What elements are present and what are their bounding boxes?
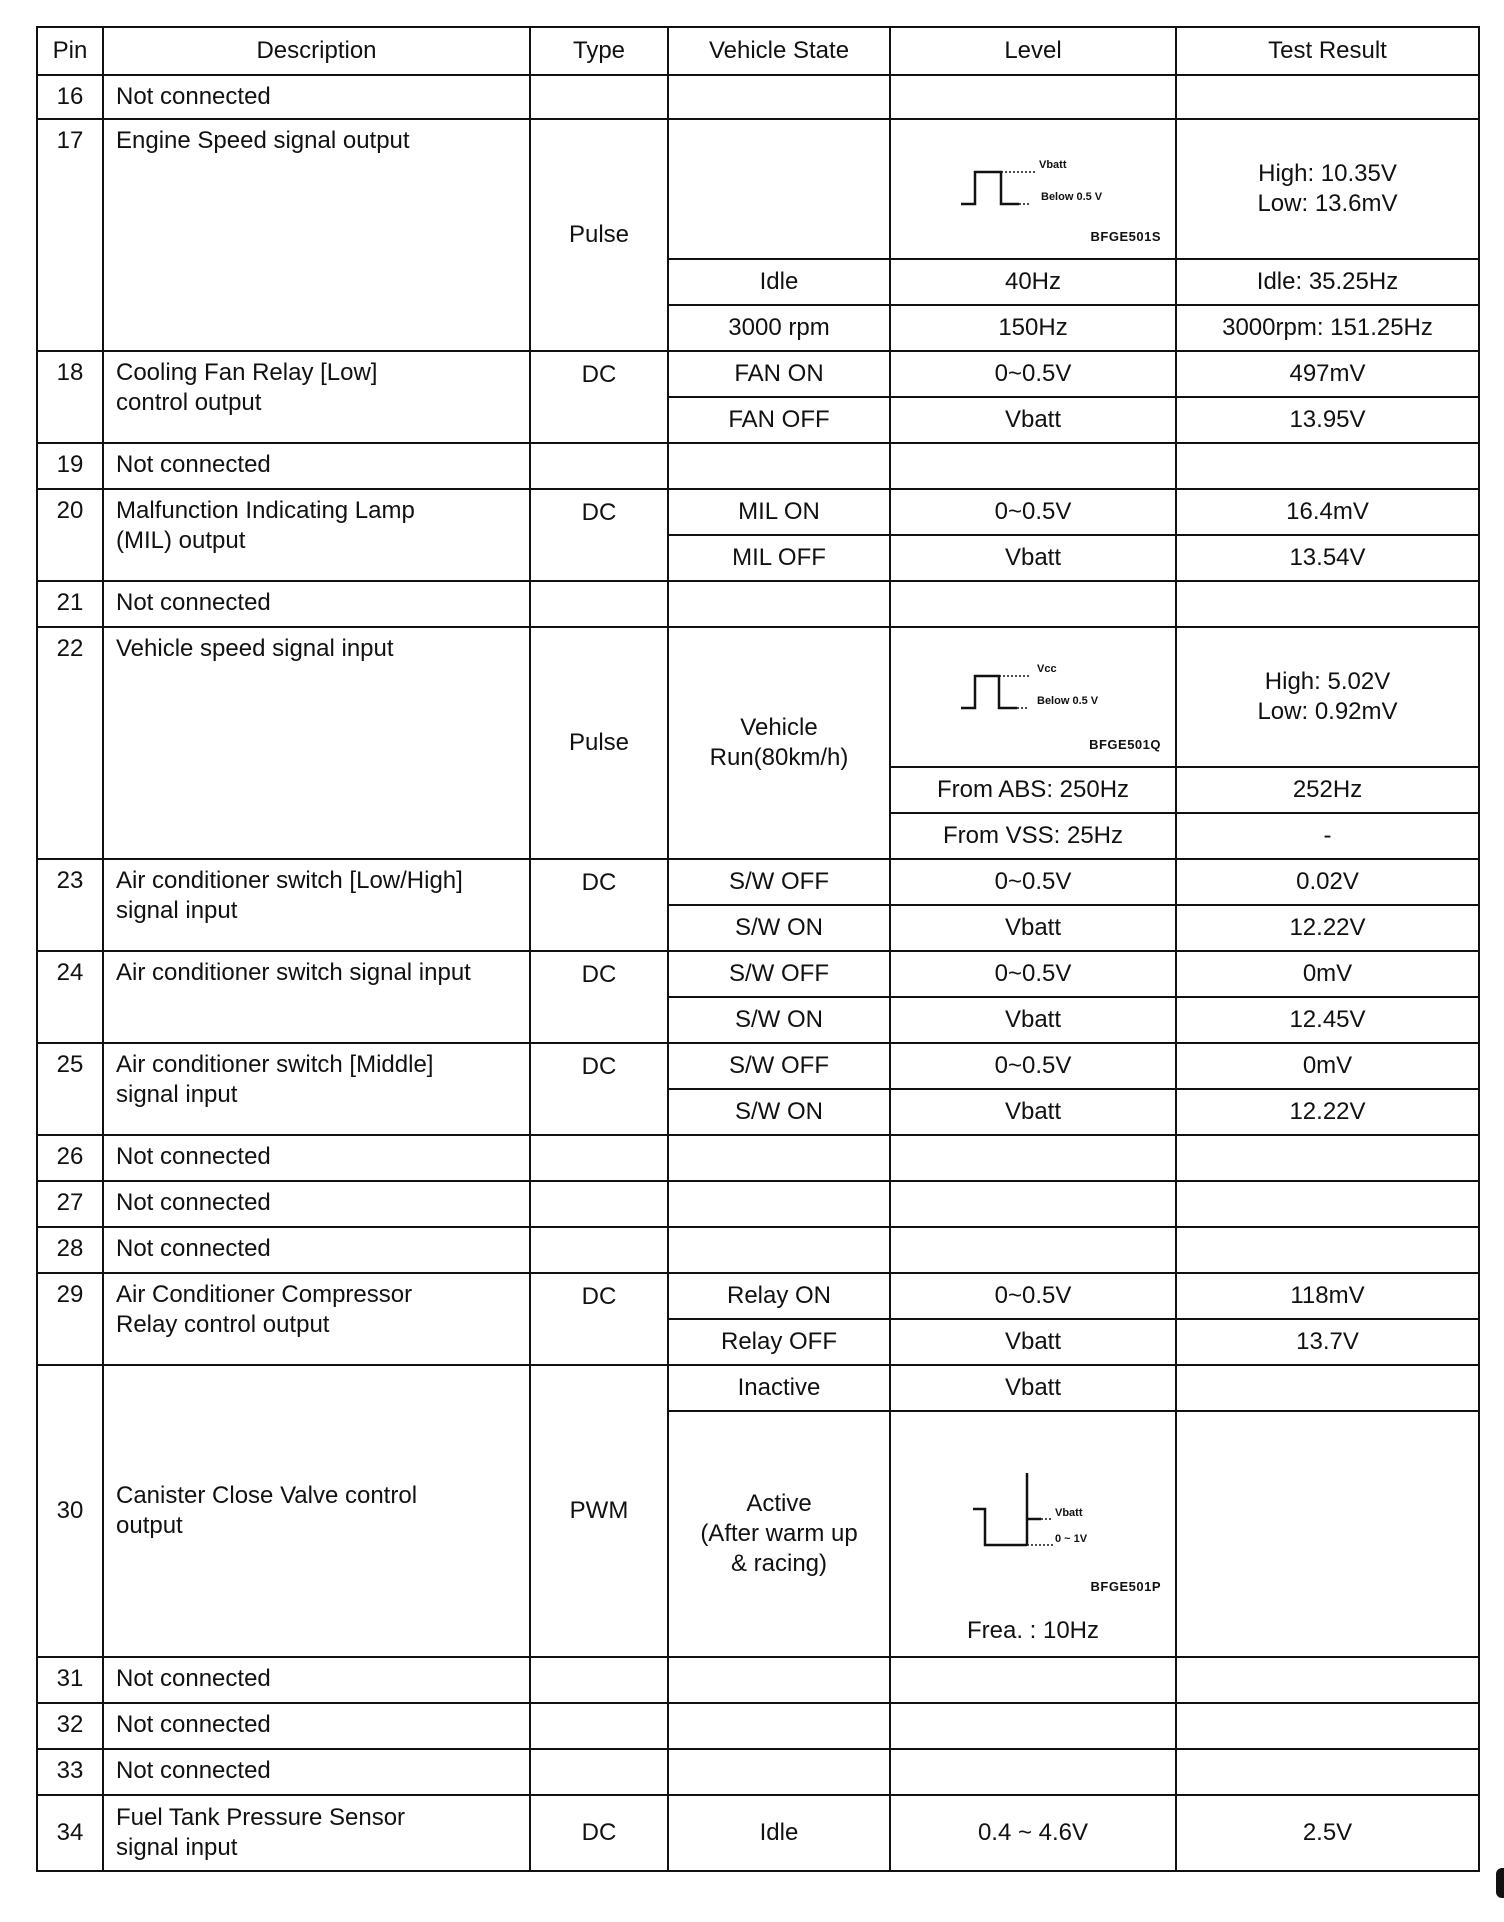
pin-number: 33	[37, 1749, 103, 1795]
pin-number: 27	[37, 1181, 103, 1227]
pin-description: Not connected	[103, 1749, 530, 1795]
vehicle-state: S/W OFF	[668, 1043, 890, 1089]
result-cell	[1176, 627, 1479, 767]
waveform-cell	[890, 1411, 1176, 1657]
type-cell	[530, 1181, 668, 1227]
level-cell	[890, 1657, 1176, 1703]
pin-description: Vehicle speed signal input	[103, 627, 530, 859]
pin-description	[103, 1795, 530, 1871]
vehicle-state: S/W ON	[668, 1089, 890, 1135]
type-cell	[530, 1703, 668, 1749]
level-value: Vbatt	[890, 397, 1176, 443]
table-row	[37, 489, 1479, 535]
state-cell	[668, 1657, 890, 1703]
level-cell	[890, 1703, 1176, 1749]
description-line: (MIL) output	[116, 527, 246, 554]
state-cell	[668, 1749, 890, 1795]
level-cell	[890, 1135, 1176, 1181]
type-cell	[530, 1227, 668, 1273]
vehicle-state	[668, 1411, 890, 1657]
pin-number: 23	[37, 859, 103, 951]
test-result	[1176, 1365, 1479, 1411]
waveform-cell	[890, 627, 1176, 767]
test-result: 118mV	[1176, 1273, 1479, 1319]
description-line: Fuel Tank Pressure Sensor	[116, 1804, 406, 1831]
type-cell	[530, 443, 668, 489]
table-row	[37, 581, 1479, 627]
level-value: 0~0.5V	[890, 1043, 1176, 1089]
level-value: Vbatt	[890, 997, 1176, 1043]
pin-number: 29	[37, 1273, 103, 1365]
type-cell	[530, 1135, 668, 1181]
ecu-pin-test-table	[36, 26, 1480, 1872]
level-cell	[890, 1181, 1176, 1227]
pin-number: 20	[37, 489, 103, 581]
pin-description: Not connected	[103, 443, 530, 489]
table-row	[37, 443, 1479, 489]
pulse-waveform-icon	[933, 154, 1133, 224]
pin-description: Not connected	[103, 1703, 530, 1749]
table-row	[37, 75, 1479, 119]
pwm-waveform-icon	[933, 1469, 1133, 1559]
table-row	[37, 1657, 1479, 1703]
level-cell	[890, 1749, 1176, 1795]
level-cell	[890, 75, 1176, 119]
waveform-cell	[890, 119, 1176, 259]
description-line: Air conditioner switch [Low/High]	[116, 867, 463, 894]
pin-number: 18	[37, 351, 103, 443]
level-value: Vbatt	[890, 1089, 1176, 1135]
description-line: Malfunction Indicating Lamp	[116, 497, 415, 524]
waveform-high-label: Vcc	[1037, 663, 1057, 675]
description-line: Relay control output	[116, 1311, 330, 1338]
level-value: Vbatt	[890, 1319, 1176, 1365]
header-vehicle-state: Vehicle State	[668, 27, 890, 75]
waveform-high-label: Vbatt	[1039, 159, 1067, 171]
level-value: 0~0.5V	[890, 951, 1176, 997]
result-cell	[1176, 1135, 1479, 1181]
test-result: 12.22V	[1176, 905, 1479, 951]
waveform-low-label: 0 ~ 1V	[1055, 1533, 1088, 1545]
result-cell	[1176, 1749, 1479, 1795]
level-value: From ABS: 250Hz	[890, 767, 1176, 813]
pin-description	[103, 859, 530, 951]
test-result: 16.4mV	[1176, 489, 1479, 535]
table-row	[37, 1181, 1479, 1227]
pin-description	[103, 351, 530, 443]
state-cell	[668, 581, 890, 627]
table-row	[37, 1365, 1479, 1411]
pin-description	[103, 1043, 530, 1135]
signal-type: DC	[530, 1795, 668, 1871]
pin-number: 26	[37, 1135, 103, 1181]
state-cell	[668, 443, 890, 489]
signal-type: DC	[530, 489, 668, 581]
test-result: 12.22V	[1176, 1089, 1479, 1135]
test-result: 252Hz	[1176, 767, 1479, 813]
result-cell	[1176, 1227, 1479, 1273]
vehicle-state: Inactive	[668, 1365, 890, 1411]
description-line: Air Conditioner Compressor	[116, 1281, 413, 1308]
scan-artifact	[1496, 1868, 1504, 1898]
pin-description: Not connected	[103, 1181, 530, 1227]
result-high: High: 5.02V	[1264, 668, 1391, 695]
figure-code: BFGE501P	[1090, 1579, 1161, 1594]
vehicle-state: S/W ON	[668, 905, 890, 951]
state-cell	[668, 75, 890, 119]
header-description: Description	[103, 27, 530, 75]
test-result: 13.95V	[1176, 397, 1479, 443]
signal-type: DC	[530, 951, 668, 1043]
vehicle-state: FAN OFF	[668, 397, 890, 443]
pin-description: Not connected	[103, 1135, 530, 1181]
header-test-result: Test Result	[1176, 27, 1479, 75]
level-value: Vbatt	[890, 1365, 1176, 1411]
table-row	[37, 1273, 1479, 1319]
pin-number: 16	[37, 75, 103, 119]
level-value: 0~0.5V	[890, 859, 1176, 905]
test-result: 0mV	[1176, 1043, 1479, 1089]
pin-number: 21	[37, 581, 103, 627]
pin-description	[103, 489, 530, 581]
state-line: Active	[746, 1490, 812, 1517]
waveform-low-label: Below 0.5 V	[1037, 695, 1099, 707]
pin-number: 28	[37, 1227, 103, 1273]
table-row	[37, 951, 1479, 997]
type-cell	[530, 581, 668, 627]
level-cell	[890, 1227, 1176, 1273]
vehicle-state: 3000 rpm	[668, 305, 890, 351]
test-result: 12.45V	[1176, 997, 1479, 1043]
result-high: High: 10.35V	[1258, 160, 1397, 187]
level-value: 40Hz	[890, 259, 1176, 305]
pin-table-page	[36, 26, 1478, 1872]
figure-code: BFGE501Q	[1089, 737, 1161, 752]
table-row	[37, 351, 1479, 397]
level-value: Vbatt	[890, 535, 1176, 581]
table-row	[37, 627, 1479, 767]
vehicle-state: MIL ON	[668, 489, 890, 535]
table-row	[37, 1135, 1479, 1181]
vehicle-state: Idle	[668, 259, 890, 305]
pin-description: Not connected	[103, 581, 530, 627]
state-cell	[668, 1703, 890, 1749]
signal-type: Pulse	[530, 119, 668, 351]
state-line: Vehicle	[740, 714, 818, 741]
header-row	[37, 27, 1479, 75]
test-result: 13.7V	[1176, 1319, 1479, 1365]
test-result: 0mV	[1176, 951, 1479, 997]
result-low: Low: 0.92mV	[1257, 698, 1398, 725]
description-line: signal input	[116, 1834, 238, 1861]
level-value: 150Hz	[890, 305, 1176, 351]
waveform-high-label: Vbatt	[1055, 1507, 1083, 1519]
pin-description	[103, 1365, 530, 1657]
result-cell	[1176, 1657, 1479, 1703]
description-line: Air conditioner switch [Middle]	[116, 1051, 434, 1078]
header-level: Level	[890, 27, 1176, 75]
level-value: 0~0.5V	[890, 351, 1176, 397]
pin-description	[103, 1273, 530, 1365]
description-line: signal input	[116, 897, 238, 924]
pin-number: 17	[37, 119, 103, 351]
pin-number: 25	[37, 1043, 103, 1135]
test-result: 13.54V	[1176, 535, 1479, 581]
result-cell	[1176, 1181, 1479, 1227]
figure-code: BFGE501S	[1090, 229, 1161, 244]
vehicle-state: S/W OFF	[668, 951, 890, 997]
signal-type: DC	[530, 1273, 668, 1365]
state-cell	[668, 1181, 890, 1227]
result-cell	[1176, 581, 1479, 627]
vehicle-state: S/W OFF	[668, 859, 890, 905]
level-value: Vbatt	[890, 905, 1176, 951]
vehicle-state: Relay OFF	[668, 1319, 890, 1365]
table-row	[37, 1795, 1479, 1871]
test-result: 497mV	[1176, 351, 1479, 397]
result-cell	[1176, 75, 1479, 119]
table-row	[37, 119, 1479, 259]
signal-type: PWM	[530, 1365, 668, 1657]
type-cell	[530, 75, 668, 119]
table-row	[37, 1227, 1479, 1273]
level-value: 0~0.5V	[890, 1273, 1176, 1319]
vehicle-state: MIL OFF	[668, 535, 890, 581]
type-cell	[530, 1749, 668, 1795]
table-row	[37, 1749, 1479, 1795]
pin-number: 24	[37, 951, 103, 1043]
state-line: & racing)	[730, 1550, 828, 1577]
pin-number: 32	[37, 1703, 103, 1749]
result-low: Low: 13.6mV	[1257, 190, 1398, 217]
pin-number: 22	[37, 627, 103, 859]
state-cell	[668, 1227, 890, 1273]
level-value: 0~0.5V	[890, 489, 1176, 535]
pin-description: Not connected	[103, 1657, 530, 1703]
vehicle-state	[668, 627, 890, 859]
signal-type: Pulse	[530, 627, 668, 859]
vehicle-state: Relay ON	[668, 1273, 890, 1319]
state-cell	[668, 119, 890, 259]
test-result: -	[1176, 813, 1479, 859]
test-result: 2.5V	[1176, 1795, 1479, 1871]
signal-type: DC	[530, 1043, 668, 1135]
pulse-waveform-icon	[933, 662, 1133, 732]
pin-number: 34	[37, 1795, 103, 1871]
level-cell	[890, 581, 1176, 627]
test-result: Idle: 35.25Hz	[1176, 259, 1479, 305]
waveform-low-label: Below 0.5 V	[1041, 191, 1103, 203]
table-row	[37, 1703, 1479, 1749]
pin-description: Engine Speed signal output	[103, 119, 530, 351]
result-cell	[1176, 443, 1479, 489]
pin-description: Not connected	[103, 75, 530, 119]
table-row	[37, 859, 1479, 905]
level-value: From VSS: 25Hz	[890, 813, 1176, 859]
pin-number: 31	[37, 1657, 103, 1703]
header-pin: Pin	[37, 27, 103, 75]
pin-number: 30	[37, 1365, 103, 1657]
result-cell	[1176, 119, 1479, 259]
pin-description: Air conditioner switch signal input	[103, 951, 530, 1043]
state-line: Run(80km/h)	[709, 744, 849, 771]
table-row	[37, 1043, 1479, 1089]
description-line: control output	[116, 389, 262, 416]
description-line: output	[116, 1512, 183, 1539]
type-cell	[530, 1657, 668, 1703]
level-value: 0.4 ~ 4.6V	[890, 1795, 1176, 1871]
test-result	[1176, 1411, 1479, 1657]
vehicle-state: S/W ON	[668, 997, 890, 1043]
test-result: 0.02V	[1176, 859, 1479, 905]
description-line: signal input	[116, 1081, 238, 1108]
vehicle-state: FAN ON	[668, 351, 890, 397]
pin-description: Not connected	[103, 1227, 530, 1273]
result-cell	[1176, 1703, 1479, 1749]
signal-type: DC	[530, 859, 668, 951]
state-line: (After warm up	[700, 1520, 858, 1547]
signal-type: DC	[530, 351, 668, 443]
description-line: Cooling Fan Relay [Low]	[116, 359, 378, 386]
level-cell	[890, 443, 1176, 489]
header-type: Type	[530, 27, 668, 75]
pin-number: 19	[37, 443, 103, 489]
frequency-label: Frea. : 10Hz	[966, 1617, 1100, 1644]
vehicle-state: Idle	[668, 1795, 890, 1871]
test-result: 3000rpm: 151.25Hz	[1176, 305, 1479, 351]
state-cell	[668, 1135, 890, 1181]
description-line: Canister Close Valve control	[116, 1482, 418, 1509]
